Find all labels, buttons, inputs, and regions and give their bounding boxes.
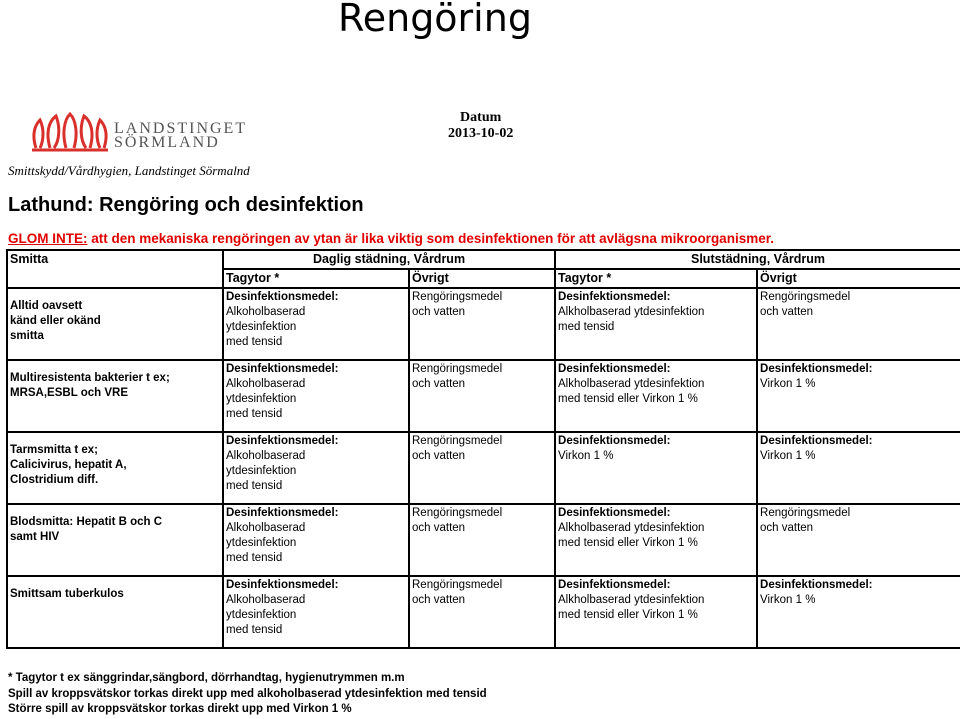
table-row [7, 504, 960, 576]
daily-ovrigt-cell [409, 360, 555, 432]
cell-line: och vatten [412, 594, 466, 606]
table-row [7, 288, 960, 360]
cell-line: med tensid eller Virkon 1 % [558, 609, 698, 621]
daily-tagytor-cell [223, 576, 409, 648]
cell-line: Desinfektionsmedel: [226, 363, 339, 375]
cell-line: Desinfektionsmedel: [760, 579, 873, 591]
cell-line: Desinfektionsmedel: [558, 291, 671, 303]
cell-line: Desinfektionsmedel: [760, 435, 873, 447]
daily-tagytor-cell [223, 288, 409, 360]
cell-line: ytdesinfektion [226, 465, 297, 477]
header-daily-group: Daglig städning, Vårdrum [223, 250, 555, 269]
warning-line [8, 231, 774, 246]
cell-line: med tensid eller Virkon 1 % [558, 537, 698, 549]
logo-text [114, 122, 247, 150]
cell-line: med tensid [226, 552, 283, 564]
cell-line: Alkoholbaserad [226, 378, 306, 390]
daily-ovrigt-cell [409, 504, 555, 576]
cell-line: ytdesinfektion [226, 609, 297, 621]
cell-line: Desinfektionsmedel: [226, 579, 339, 591]
smitta-cell [7, 432, 223, 504]
cell-line: Alkholbaserad ytdesinfektion [558, 378, 705, 390]
cell-line: Rengöringsmedel [760, 291, 851, 303]
table-row [7, 360, 960, 432]
organization-line: Smittskydd/Vårdhygien, Landstinget Sörmalnd [8, 163, 250, 178]
cell-line: Rengöringsmedel [412, 507, 503, 519]
logo-line1: LANDSTINGET [114, 120, 248, 137]
cell-line: och vatten [412, 306, 466, 318]
cell-line: Alkoholbaserad [226, 306, 306, 318]
final-ovrigt-cell [757, 288, 960, 360]
cell-line: Virkon 1 % [760, 450, 816, 462]
cell-line: och vatten [760, 522, 814, 534]
cell-line: Alkholbaserad ytdesinfektion [558, 306, 705, 318]
cell-line: och vatten [760, 306, 814, 318]
final-ovrigt-cell [757, 432, 960, 504]
cell-line: Calicivirus, hepatit A, [10, 459, 127, 471]
cell-line: Desinfektionsmedel: [558, 435, 671, 447]
table-row [7, 576, 960, 648]
logo-line2: SÖRMLAND [114, 134, 220, 151]
cell-line: känd eller okänd [10, 315, 101, 327]
cell-line: Blodsmitta: Hepatit B och C [10, 516, 163, 528]
cell-line: Alkoholbaserad [226, 594, 306, 606]
daily-ovrigt-cell [409, 288, 555, 360]
final-tagytor-cell [555, 504, 757, 576]
final-tagytor-cell [555, 360, 757, 432]
cell-line: Desinfektionsmedel: [558, 579, 671, 591]
daily-tagytor-cell [223, 504, 409, 576]
smitta-cell [7, 288, 223, 360]
document-title: Lathund: Rengöring och desinfektion [8, 194, 364, 216]
daily-tagytor-cell [223, 432, 409, 504]
cell-line: Rengöringsmedel [412, 435, 503, 447]
cell-line: med tensid [226, 336, 283, 348]
cell-line: med tensid [226, 624, 283, 636]
cell-line: Rengöringsmedel [412, 579, 503, 591]
cell-line: och vatten [412, 522, 466, 534]
datum-block [448, 110, 513, 142]
cell-line: Alkholbaserad ytdesinfektion [558, 522, 705, 534]
cell-line: Desinfektionsmedel: [226, 507, 339, 519]
cell-line: Desinfektionsmedel: [760, 363, 873, 375]
cell-line: smitta [10, 330, 44, 342]
cell-line: och vatten [412, 378, 466, 390]
cell-line: med tensid eller Virkon 1 % [558, 393, 698, 405]
cell-line: och vatten [412, 450, 466, 462]
cell-line: Smittsam tuberkulos [10, 588, 124, 600]
cell-line: Desinfektionsmedel: [558, 507, 671, 519]
final-tagytor-cell [555, 432, 757, 504]
warning-label: GLOM INTE: [8, 231, 88, 246]
cell-line: med tensid [558, 321, 615, 333]
datum-value: 2013-10-02 [448, 126, 514, 141]
cell-line: med tensid [226, 408, 283, 420]
cell-line: ytdesinfektion [226, 393, 297, 405]
slide-title: Rengöring [338, 0, 532, 40]
smitta-cell [7, 504, 223, 576]
cleaning-table [6, 249, 960, 649]
header-final-tagytor: Tagytor * [555, 269, 757, 288]
cell-line: samt HIV [10, 531, 60, 543]
daily-ovrigt-cell [409, 432, 555, 504]
final-tagytor-cell [555, 576, 757, 648]
final-ovrigt-cell [757, 360, 960, 432]
cell-line: MRSA,ESBL och VRE [10, 387, 128, 399]
cell-line: Rengöringsmedel [412, 291, 503, 303]
cell-line: Rengöringsmedel [412, 363, 503, 375]
cell-line: Virkon 1 % [558, 450, 614, 462]
footnotes [8, 671, 487, 718]
warning-text: att den mekaniska rengöringen av ytan är lika viktig som desinfektionen för att avlägsna mikroorganismer. [87, 231, 774, 246]
cell-line: Alkoholbaserad [226, 522, 306, 534]
header-smitta: Smitta [7, 250, 223, 288]
cell-line: Alkoholbaserad [226, 450, 306, 462]
cell-line: ytdesinfektion [226, 537, 297, 549]
cell-line: Rengöringsmedel [760, 507, 851, 519]
header-final-group: Slutstädning, Vårdrum [555, 250, 960, 269]
cell-line: Alkholbaserad ytdesinfektion [558, 594, 705, 606]
cell-line: ytdesinfektion [226, 321, 297, 333]
landstinget-logo-icon [30, 112, 110, 152]
daily-ovrigt-cell [409, 576, 555, 648]
smitta-cell [7, 360, 223, 432]
smitta-cell [7, 576, 223, 648]
header-row-1 [7, 250, 960, 269]
header-daily-ovrigt: Övrigt [409, 269, 555, 288]
cell-line: med tensid [226, 480, 283, 492]
cell-line: Alltid oavsett [10, 300, 83, 312]
footnote-1: * Tagytor t ex sänggrindar,sängbord, dörrhandtag, hygienutrymmen m.m [8, 672, 405, 684]
footnote-2: Spill av kroppsvätskor torkas direkt upp med alkoholbaserad ytdesinfektion med tensid [8, 687, 487, 700]
cell-line: Virkon 1 % [760, 594, 816, 606]
cell-line: Tarmsmitta t ex; [10, 444, 98, 456]
daily-tagytor-cell [223, 360, 409, 432]
cell-line: Desinfektionsmedel: [558, 363, 671, 375]
header-final-ovrigt: Övrigt [757, 269, 960, 288]
header-daily-tagytor: Tagytor * [223, 269, 409, 288]
cell-line: Desinfektionsmedel: [226, 291, 339, 303]
cell-line: Clostridium diff. [10, 474, 99, 486]
final-tagytor-cell [555, 288, 757, 360]
footnote-3: Större spill av kroppsvätskor torkas direkt upp med Virkon 1 % [8, 703, 352, 715]
cell-line: Multiresistenta bakterier t ex; [10, 372, 170, 384]
final-ovrigt-cell [757, 576, 960, 648]
datum-label: Datum [460, 110, 502, 125]
table-row [7, 432, 960, 504]
cell-line: Desinfektionsmedel: [226, 435, 339, 447]
final-ovrigt-cell [757, 504, 960, 576]
cell-line: Virkon 1 % [760, 378, 816, 390]
